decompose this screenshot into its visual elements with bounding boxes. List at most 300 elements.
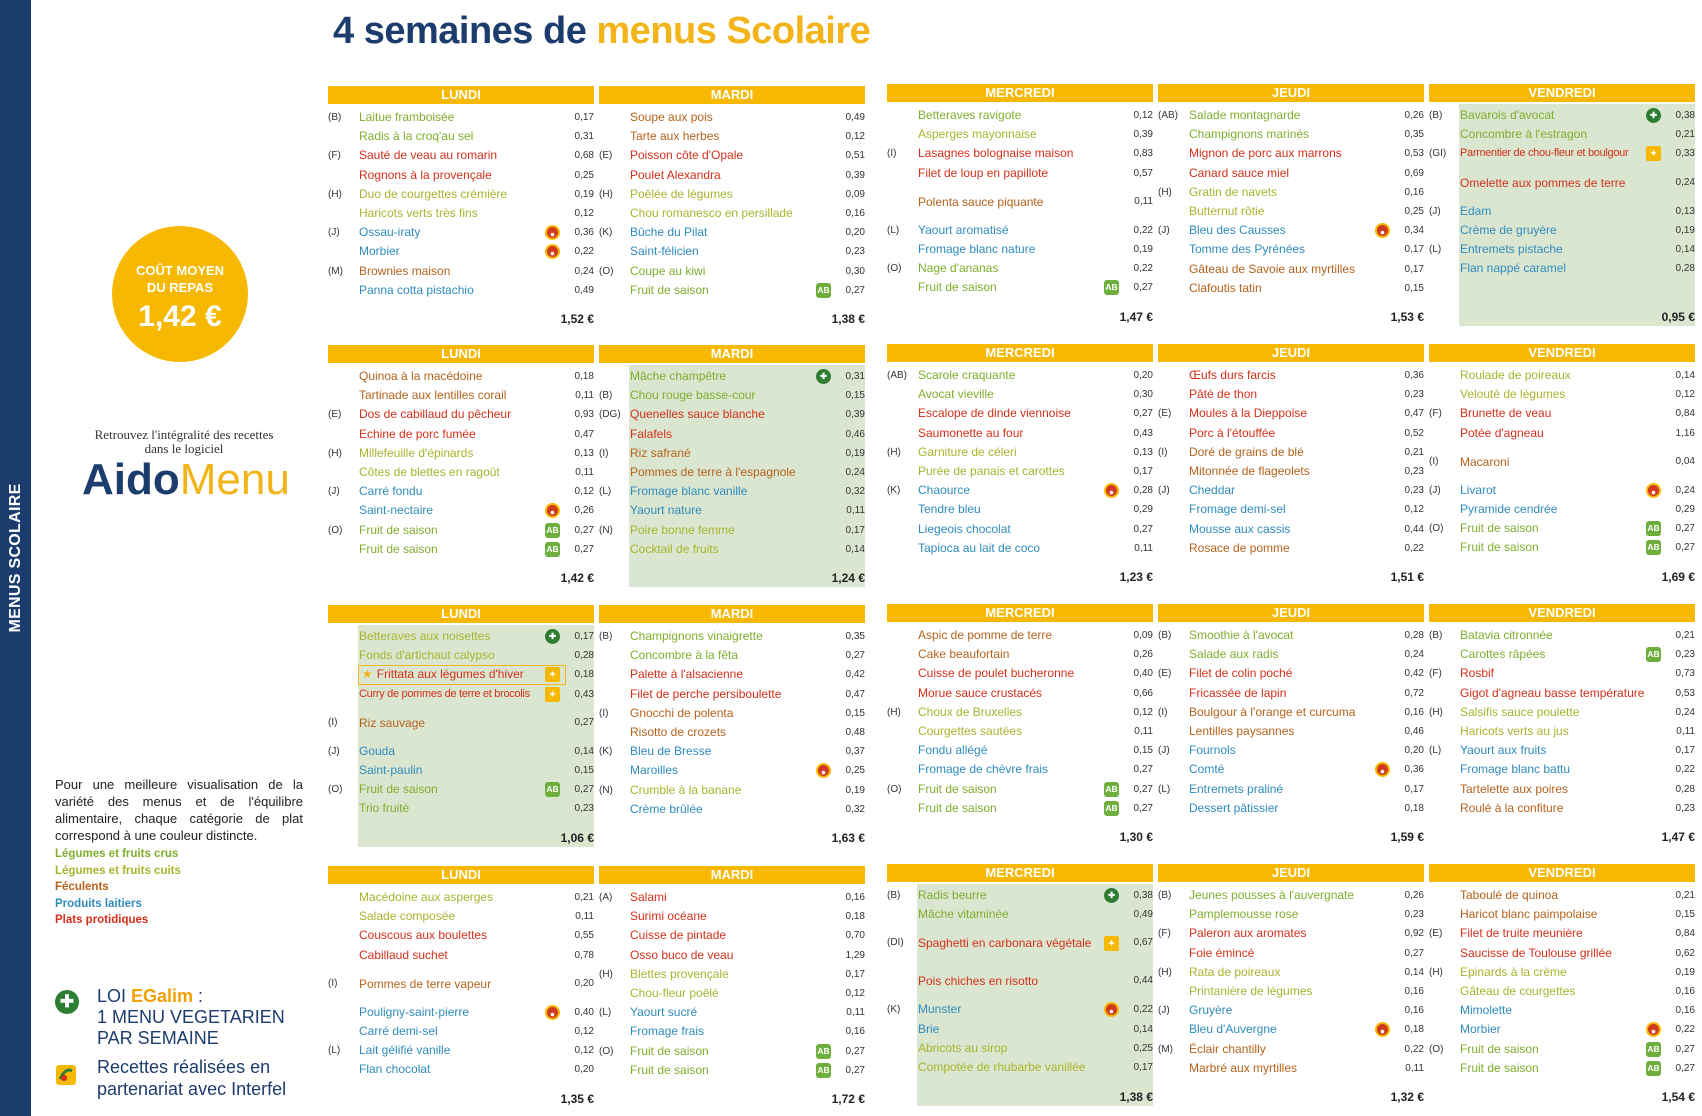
item-name	[359, 166, 492, 185]
item-name	[630, 444, 691, 463]
item-name	[1460, 106, 1554, 125]
item-code: (B)	[1158, 890, 1172, 901]
item-price: 0,18	[845, 911, 865, 923]
item-name	[1189, 481, 1235, 500]
menu-item	[887, 125, 1153, 144]
item-name-text: Mâche champêtre	[630, 369, 727, 383]
cost-label-line2: DU REPAS	[146, 280, 214, 295]
item-price: 0,21	[1675, 890, 1695, 901]
item-price: 0,15	[1675, 909, 1695, 921]
organic-ab-icon: AB	[816, 283, 831, 298]
item-name-text: Rata de poireaux	[1189, 964, 1281, 979]
item-price: 0,28	[1675, 783, 1695, 795]
item-name	[630, 800, 703, 819]
menu-item	[1429, 538, 1695, 557]
item-price: 0,16	[1404, 706, 1424, 718]
legend-cuits: Légumes et fruits cuits	[55, 864, 181, 877]
item-name	[1189, 645, 1278, 664]
menu-item	[887, 1058, 1153, 1077]
menu-item	[887, 539, 1153, 558]
item-name	[630, 704, 733, 723]
item-name-text: Champignons marinés	[1189, 127, 1310, 142]
menu-item	[1429, 741, 1695, 760]
item-name-text: Escalope de dinde viennoise	[918, 406, 1071, 421]
item-code: (L)	[1158, 783, 1171, 795]
item-price: 0,12	[574, 486, 594, 498]
day-total: 1,69 €	[1661, 570, 1695, 584]
item-name-text: Fruit de saison	[1460, 540, 1539, 555]
item-name	[1189, 741, 1236, 760]
day-header: MERCREDI	[887, 604, 1153, 622]
item-name	[359, 204, 478, 223]
item-name	[918, 962, 1038, 1000]
item-name-text: Butternut rôtie	[1189, 204, 1265, 218]
item-code: (O)	[1429, 523, 1444, 535]
item-name-text: Purée de panais et carottes	[918, 464, 1065, 478]
item-name	[1460, 982, 1575, 1001]
item-price: 0,18	[574, 371, 594, 382]
item-price: 0,26	[574, 505, 594, 517]
item-name-text: Morbier	[359, 244, 400, 259]
menu-item	[1158, 481, 1424, 500]
item-name-text: Brunette de veau	[1460, 406, 1552, 421]
item-price: 0,18	[1404, 1024, 1424, 1036]
item-price: 0,27	[845, 284, 865, 296]
item-name	[1189, 684, 1286, 703]
day-block-lundi	[328, 345, 594, 585]
menu-item	[1158, 221, 1424, 240]
item-code: (J)	[1158, 1005, 1170, 1017]
item-code: (L)	[1429, 244, 1442, 255]
item-price: 0,11	[846, 1007, 865, 1019]
item-price: 0,35	[1404, 129, 1424, 141]
menu-item	[1158, 125, 1424, 144]
menu-item	[599, 646, 865, 665]
menu-item	[1429, 404, 1695, 423]
item-price: 0,23	[574, 803, 594, 815]
item-code: (O)	[328, 784, 343, 796]
menu-item	[599, 965, 865, 984]
item-name-text: Côtes de blettes en ragoût	[359, 465, 500, 479]
item-price: 0,19	[1675, 224, 1695, 236]
item-name-text: Mitonnée de flageolets	[1189, 464, 1310, 478]
organic-ab-icon: AB	[545, 523, 560, 538]
menu-item	[887, 1039, 1153, 1058]
interfel-line1: Recettes réalisées en	[97, 1057, 271, 1077]
item-name-text: Choux de Bruxelles	[918, 704, 1023, 719]
item-name	[359, 926, 487, 945]
item-name-text: Bleu de Bresse	[630, 744, 712, 759]
item-price: 0,14	[1675, 370, 1695, 381]
item-name	[1189, 144, 1342, 163]
item-price: 0,18	[574, 669, 594, 681]
menu-item	[1429, 1059, 1695, 1078]
organic-ab-icon: AB	[816, 1063, 831, 1078]
item-name	[918, 125, 1037, 144]
item-name-text: Riz sauvage	[359, 715, 426, 730]
item-name-text: Fruit de saison	[918, 781, 997, 796]
day-total: 1,38 €	[1119, 1090, 1153, 1104]
item-code: (J)	[328, 745, 340, 757]
item-name-text: Garniture de céleri	[918, 444, 1017, 459]
item-name-text: Carré fondu	[359, 484, 423, 499]
item-name	[359, 444, 473, 463]
item-price: 0,11	[1134, 726, 1153, 737]
aop-label-icon: ●	[1375, 762, 1390, 777]
menu-item	[1429, 722, 1695, 741]
item-name-text: Roulé à la confiture	[1460, 800, 1564, 815]
aop-label-icon: ●	[1104, 1002, 1119, 1017]
day-block-mardi	[599, 86, 865, 326]
menu-item	[599, 444, 865, 463]
menu-item	[328, 704, 594, 742]
menu-item	[328, 888, 594, 907]
item-name-text: Gâteau de courgettes	[1460, 984, 1576, 998]
item-name	[1460, 924, 1583, 943]
item-name-text: Haricots verts au jus	[1460, 724, 1569, 738]
menu-item	[1158, 144, 1424, 163]
item-price: 0,24	[574, 265, 594, 277]
menu-item	[328, 685, 594, 704]
item-name-text: Radis à la croq'au sel	[359, 129, 474, 144]
item-name	[1189, 1040, 1266, 1059]
item-code: (F)	[328, 150, 341, 162]
menu-item	[887, 722, 1153, 741]
item-name	[1460, 500, 1557, 519]
menu-item	[599, 926, 865, 945]
day-total: 1,30 €	[1119, 830, 1153, 844]
menu-item	[1429, 106, 1695, 125]
item-name	[1460, 481, 1496, 500]
item-price: 0,21	[1404, 446, 1424, 458]
item-name	[1189, 366, 1276, 385]
item-name-text: Bavarois d'avocat	[1460, 108, 1555, 122]
item-code: (GI)	[1429, 148, 1447, 160]
item-name-text: Carottes râpées	[1460, 647, 1546, 662]
item-price: 0,34	[1404, 225, 1424, 237]
legend-protidiques: Plats protidiques	[55, 914, 149, 926]
item-price: 0,66	[1133, 687, 1153, 699]
item-price: 0,30	[1133, 389, 1153, 401]
star-icon: ★	[362, 667, 373, 682]
item-code: (J)	[1158, 745, 1170, 757]
menu-item	[887, 221, 1153, 240]
aido-subtitle: Retrouvez l'intégralité des recettes dans le logiciel	[94, 427, 274, 456]
item-name-text: Chaource	[918, 483, 971, 498]
item-price: 0,12	[1404, 504, 1424, 516]
day-header: LUNDI	[328, 86, 594, 104]
item-name-text: Ossau-iraty	[359, 225, 421, 240]
item-code: (DG)	[599, 409, 621, 421]
item-name-text: Salade aux radis	[1189, 647, 1279, 662]
item-name	[1189, 1001, 1232, 1020]
item-price: 0,84	[1675, 928, 1695, 940]
title-part2: menus Scolaire	[596, 10, 871, 52]
item-name	[918, 144, 1073, 163]
item-name	[359, 405, 511, 424]
item-price: 0,27	[574, 716, 594, 728]
item-name-text: Champignons vinaigrette	[630, 629, 763, 643]
item-name	[1189, 500, 1286, 519]
day-block-mercredi	[887, 84, 1153, 324]
item-name	[630, 665, 743, 684]
item-price: 0,14	[1675, 244, 1695, 255]
item-price: 0,27	[845, 650, 865, 662]
item-name	[1460, 221, 1557, 240]
item-name	[630, 907, 707, 926]
day-block-mercredi	[887, 604, 1153, 844]
menu-item	[1158, 944, 1424, 963]
day-block-vendredi	[1429, 604, 1695, 844]
day-header: MARDI	[599, 605, 865, 623]
item-code: (O)	[887, 263, 902, 275]
menu-item	[887, 905, 1153, 924]
item-code: (O)	[599, 265, 614, 277]
item-name-text: Frittata aux légumes d'hiver	[376, 667, 524, 682]
item-price: 0,16	[1404, 986, 1424, 997]
item-name-text: Poire bonne femme	[630, 522, 735, 537]
item-price: 0,49	[574, 284, 594, 296]
menu-item	[887, 183, 1153, 221]
item-name	[359, 367, 482, 386]
item-price: 0,24	[845, 467, 865, 478]
item-name	[1460, 443, 1509, 481]
item-name	[630, 1003, 697, 1022]
item-name-text: Macédoine aux asperges	[359, 890, 494, 904]
item-price: 0,26	[1404, 110, 1424, 121]
menu-item	[1158, 664, 1424, 683]
item-name-text: Fromage de chèvre frais	[918, 762, 1049, 777]
menu-item	[887, 144, 1153, 163]
item-name-text: Saint-félicien	[630, 244, 699, 259]
menu-item	[599, 223, 865, 242]
menu-item	[887, 443, 1153, 462]
item-name	[1460, 905, 1597, 924]
item-name-text: Cuisse de poulet bucheronne	[918, 666, 1075, 681]
item-name	[630, 482, 747, 501]
menu-item	[1158, 684, 1424, 703]
item-name	[1189, 443, 1304, 462]
item-name-text: Pyramide cendrée	[1460, 502, 1558, 516]
day-total: 1,54 €	[1661, 1090, 1695, 1104]
item-name-text: Bleu d'Auvergne	[1189, 1022, 1277, 1037]
item-name-text: Lasagnes bolognaise maison	[918, 146, 1074, 161]
item-name-text: Boulgour à l'orange et curcuma	[1189, 704, 1356, 719]
item-price: 0,22	[1133, 224, 1153, 236]
item-name	[1460, 259, 1566, 278]
item-price: 0,24	[1404, 649, 1424, 661]
sidebar-label: MENUS SCOLAIRE	[6, 483, 24, 633]
menu-item	[328, 665, 594, 684]
day-total: 1,32 €	[1390, 1090, 1424, 1104]
item-name-text: Pamplemousse rose	[1189, 907, 1299, 922]
item-name	[1189, 886, 1354, 905]
item-price: 0,13	[574, 447, 594, 459]
item-name-text: Jeunes pousses à l'auvergnate	[1189, 888, 1355, 902]
item-name	[918, 780, 997, 799]
item-name-text: Betteraves ravigote	[918, 108, 1022, 122]
item-name	[1189, 963, 1280, 982]
menu-item	[1158, 500, 1424, 519]
item-name	[359, 965, 491, 1003]
item-name	[1460, 125, 1587, 144]
item-name-text: Fromage demi-sel	[1189, 502, 1286, 517]
item-name-text: Velouté de légumes	[1460, 387, 1566, 402]
item-name-text: Salade composée	[359, 909, 456, 924]
item-code: (I)	[599, 707, 609, 719]
item-name-text: Rognons à la provençale	[359, 167, 492, 182]
item-price: 0,25	[574, 169, 594, 181]
menu-item	[887, 799, 1153, 818]
item-name	[1460, 164, 1625, 202]
menu-item	[887, 278, 1153, 297]
menu-item	[887, 780, 1153, 799]
menu-item	[599, 984, 865, 1003]
item-name-text: Soupe aux pois	[630, 110, 713, 124]
item-price: 0,11	[1134, 542, 1153, 554]
item-name	[1460, 645, 1545, 664]
menu-item	[1158, 240, 1424, 259]
item-name-text: Fruit de saison	[630, 1062, 709, 1077]
item-name	[918, 106, 1021, 125]
item-price: 0,43	[574, 688, 594, 700]
item-name-text: Fondu allégé	[918, 743, 988, 758]
item-code: (E)	[1429, 928, 1443, 940]
item-price: 1,29	[845, 949, 865, 961]
menu-item	[599, 108, 865, 127]
menu-item	[599, 463, 865, 482]
menu-item	[599, 1061, 865, 1080]
item-name	[1460, 780, 1568, 799]
menu-item	[1429, 645, 1695, 664]
menu-item	[328, 262, 594, 281]
item-price: 0,46	[845, 428, 865, 440]
item-price: 0,68	[574, 150, 594, 162]
item-price: 1,16	[1675, 427, 1695, 439]
item-name	[1189, 202, 1264, 221]
item-price: 0,29	[1133, 504, 1153, 516]
loi-line3: PAR SEMAINE	[97, 1028, 219, 1048]
menu-item	[887, 962, 1153, 1000]
aop-label-icon: ●	[1375, 223, 1390, 238]
item-price: 0,12	[845, 131, 865, 143]
item-code: (I)	[328, 977, 338, 989]
item-price: 0,42	[845, 669, 865, 681]
day-block-mardi	[599, 866, 865, 1106]
day-total: 1,59 €	[1390, 830, 1424, 844]
item-price: 0,37	[845, 746, 865, 758]
item-name-text: Crème de gruyère	[1460, 222, 1557, 237]
item-name	[1189, 780, 1283, 799]
item-name	[1460, 1040, 1539, 1059]
item-name	[630, 984, 719, 1003]
item-name-text: Gâteau de Savoie aux myrtilles	[1189, 261, 1356, 276]
item-name	[630, 926, 726, 945]
day-header: JEUDI	[1158, 344, 1424, 362]
menu-item	[328, 799, 594, 818]
item-name-text: Rosace de pomme	[1189, 540, 1290, 555]
item-name	[359, 127, 473, 146]
item-price: 0,20	[845, 227, 865, 239]
item-name	[362, 665, 524, 684]
menu-item	[887, 924, 1153, 962]
menu-item	[328, 780, 594, 799]
menu-item	[1158, 366, 1424, 385]
item-name-text: Morbier	[1460, 1022, 1501, 1037]
menu-item	[599, 888, 865, 907]
legend-description: Pour une meilleure visualisation de la variété des menus et de l'équilibre alimentaire, chaque catégorie de plat correspond à une couleur distincte.	[55, 777, 303, 843]
vegetarian-icon: ✚	[1104, 888, 1119, 903]
organic-ab-icon: AB	[1646, 540, 1661, 555]
menu-item	[599, 723, 865, 742]
item-price: 0,33	[1675, 148, 1695, 160]
menu-item	[1429, 202, 1695, 221]
day-total: 1,47 €	[1119, 310, 1153, 324]
item-name-text: Maroilles	[630, 763, 679, 778]
item-name-text: Mimolette	[1460, 1003, 1513, 1018]
item-code: (N)	[599, 524, 613, 536]
item-name-text: Tartelette aux poires	[1460, 781, 1569, 796]
item-name-text: Poisson côte d'Opale	[630, 148, 744, 163]
item-name-text: Yaourt aux fruits	[1460, 743, 1547, 758]
menu-item	[328, 501, 594, 520]
item-name	[918, 886, 987, 905]
item-code: (J)	[1158, 225, 1170, 237]
egalim-icon: ✦	[1104, 936, 1119, 951]
item-name	[1189, 520, 1290, 539]
item-price: 0,93	[574, 409, 594, 421]
item-price: 0,22	[1675, 1024, 1695, 1036]
item-name	[1189, 385, 1257, 404]
item-price: 0,47	[845, 688, 865, 700]
item-name	[1189, 626, 1293, 645]
item-name-text: Entremets pistache	[1460, 242, 1563, 256]
aop-label-icon: ●	[1646, 483, 1661, 498]
menu-item	[1429, 924, 1695, 943]
item-name	[630, 127, 719, 146]
item-code: (L)	[599, 1007, 612, 1019]
item-name-text: Brie	[918, 1021, 940, 1036]
menu-item	[1158, 279, 1424, 298]
menu-item	[328, 204, 594, 223]
aop-label-icon: ●	[1375, 1022, 1390, 1037]
item-name	[630, 742, 711, 761]
vegetarian-icon: ✚	[1646, 108, 1661, 123]
interfel-line2: partenariat avec Interfel	[97, 1079, 287, 1099]
item-name	[359, 386, 506, 405]
menu-item	[1158, 260, 1424, 279]
menu-item	[1158, 780, 1424, 799]
item-name-text: Coupe au kiwi	[630, 263, 706, 278]
menu-item	[887, 626, 1153, 645]
item-name-text: Tarte aux herbes	[630, 129, 720, 144]
item-name-text: Fromage blanc vanille	[630, 484, 748, 499]
item-price: 0,16	[845, 892, 865, 903]
day-header: MERCREDI	[887, 84, 1153, 102]
item-name-text: Risotto de crozets	[630, 725, 727, 739]
item-name	[1460, 799, 1563, 818]
menu-item	[328, 146, 594, 165]
menu-item	[328, 540, 594, 559]
menu-item	[328, 965, 594, 1003]
day-header: MARDI	[599, 866, 865, 884]
item-name-text: Fruit de saison	[359, 522, 438, 537]
item-price: 0,27	[1675, 542, 1695, 554]
item-code: (M)	[328, 265, 343, 277]
menu-item	[599, 704, 865, 723]
item-name-text: Palette à l'alsacienne	[630, 667, 744, 682]
item-name-text: Yaourt sucré	[630, 1005, 698, 1020]
